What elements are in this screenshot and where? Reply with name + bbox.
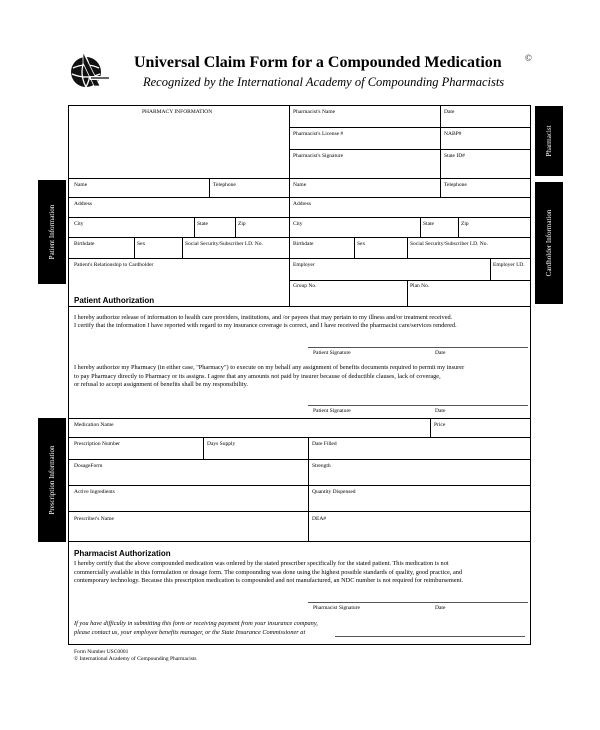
pharmacist-auth-text-2: commercially available in this formulation or dosage form. The compounding was done using the highest possible standards of quality, good practice, and — [74, 569, 463, 576]
patient-relationship-field[interactable]: Patient's Relationship to Cardholder — [74, 262, 154, 268]
prescription-number-field[interactable]: Prescription Number — [74, 441, 120, 447]
prescriber-name-field[interactable]: Prescriber's Name — [74, 516, 114, 522]
cardholder-address-field[interactable]: Address — [293, 201, 312, 207]
state-id-field[interactable]: State ID# — [444, 153, 465, 159]
cardholder-ssn-field[interactable]: Social Security/Subscriber I.D. No. — [410, 241, 488, 247]
copyright-mark: © — [525, 53, 532, 63]
iacp-logo — [66, 48, 114, 90]
contact-note-2: please contact us, your employee benefits manager, or the State Insurance Commissioner at — [74, 629, 306, 636]
patient-birthdate-field[interactable]: Birthdate — [74, 241, 95, 247]
patient-sex-field[interactable]: Sex — [137, 241, 146, 247]
cardholder-birthdate-field[interactable]: Birthdate — [293, 241, 314, 247]
patient-ssn-field[interactable]: Social Security/Subscriber I.D. No. — [185, 241, 263, 247]
patient-date-label-2: Date — [435, 408, 446, 414]
price-field[interactable]: Price — [434, 422, 446, 428]
date-filled-field[interactable]: Date Filled — [312, 441, 337, 447]
pharmacist-signature-line[interactable] — [308, 602, 528, 603]
patient-city-field[interactable]: City — [74, 221, 84, 227]
group-no-field[interactable]: Group No. — [293, 283, 317, 289]
pharmacy-info-heading: PHARMACY INFORMATION — [142, 109, 213, 115]
pharmacist-tab: Pharmacist — [535, 106, 563, 176]
cardholder-state-field[interactable]: State — [423, 221, 434, 227]
title-text: Universal Claim Form for a Compounded Medication — [134, 54, 502, 71]
pharmacist-signature-field[interactable]: Pharmacist's Signature — [293, 153, 344, 159]
pharmacist-auth-heading: Pharmacist Authorization — [74, 549, 171, 558]
patient-auth-text-1: I hereby authorize release of information to health care providers, institutions, and /or payees that may pertain to my illness and/or treatment received. — [74, 314, 453, 321]
nabp-field[interactable]: NABP# — [444, 131, 462, 137]
patient-signature-line-1[interactable] — [308, 347, 528, 348]
employer-id-field[interactable]: Employer I.D. — [493, 262, 525, 268]
pharmacist-name-field[interactable]: Pharmacist's Name — [293, 109, 336, 115]
page-title — [134, 54, 502, 72]
pharmacist-license-field[interactable]: Pharmacist's License # — [293, 131, 344, 137]
dea-field[interactable]: DEA# — [312, 516, 327, 522]
patient-auth-text-4: to pay Pharmacy directly to Pharmacy or its assigns. I agree that any amounts not paid by insurer because of deductible clauses, lack of coverage, — [74, 373, 441, 380]
patient-name-field[interactable]: Name — [74, 182, 88, 188]
form-number: Form Number USC0001 — [74, 649, 129, 655]
patient-auth-text-3: I hereby authorize my Pharmacy (in either case, "Pharmacy") to execute on my behalf any assignment of benefits documents required to permit my insurer — [74, 364, 465, 371]
pharmacist-signature-label: Pharmacist Signature — [313, 605, 360, 611]
employer-field[interactable]: Employer — [293, 262, 315, 268]
cardholder-name-field[interactable]: Name — [293, 182, 307, 188]
days-supply-field[interactable]: Days Supply — [207, 441, 236, 447]
pharmacist-date-label: Date — [435, 605, 446, 611]
dosage-form-field[interactable]: DosageForm — [74, 463, 103, 469]
patient-signature-label-2: Patient Signature — [313, 408, 351, 414]
prescription-info-tab: Prescription Information — [38, 418, 66, 542]
patient-signature-line-2[interactable] — [308, 405, 528, 406]
pharmacist-auth-text-3: contemporary technology. Because this prescription medication is compounded and not manufactured, an NDC number is not required for reimbursement. — [74, 577, 464, 584]
cardholder-telephone-field[interactable]: Telephone — [444, 182, 467, 188]
patient-auth-text-2: I certify that the information I have reported with regard to my insurance coverage is correct, and I have received the pharmacist care/services rendered. — [74, 322, 457, 329]
medication-name-field[interactable]: Medication Name — [74, 422, 114, 428]
patient-telephone-field[interactable]: Telephone — [213, 182, 236, 188]
cardholder-city-field[interactable]: City — [293, 221, 303, 227]
cardholder-zip-field[interactable]: Zip — [461, 221, 469, 227]
patient-signature-label-1: Patient Signature — [313, 350, 351, 356]
patient-date-label-1: Date — [435, 350, 446, 356]
plan-no-field[interactable]: Plan No. — [410, 283, 430, 289]
patient-auth-heading: Patient Authorization — [74, 296, 155, 305]
contact-note-1: If you have difficulty in submitting this form or receiving payment from your insurance company, — [74, 620, 318, 627]
footer-org: © International Academy of Compounding Pharmacists — [74, 656, 197, 662]
cardholder-sex-field[interactable]: Sex — [357, 241, 366, 247]
pharmacist-auth-text-1: I hereby certify that the above compounded medication was ordered by the stated prescriber specifically for the stated patient. This medication is not — [74, 560, 449, 567]
quantity-dispensed-field[interactable]: Quantity Dispensed — [312, 489, 356, 495]
patient-auth-text-5: or refusal to accept assignment of benefits shall be my responsibility. — [74, 381, 248, 388]
patient-state-field[interactable]: State — [197, 221, 208, 227]
patient-info-tab: Patient Information — [38, 180, 66, 284]
patient-address-field[interactable]: Address — [74, 201, 93, 207]
page-subtitle: Recognized by the International Academy of Compounding Pharmacists — [143, 75, 505, 89]
patient-zip-field[interactable]: Zip — [238, 221, 246, 227]
active-ingredients-field[interactable]: Active Ingredients — [74, 489, 115, 495]
strength-field[interactable]: Strength — [312, 463, 331, 469]
cardholder-info-tab: Cardholder Information — [535, 182, 563, 304]
pharmacy-date-field[interactable]: Date — [444, 109, 455, 115]
commissioner-contact-line[interactable] — [335, 636, 525, 637]
